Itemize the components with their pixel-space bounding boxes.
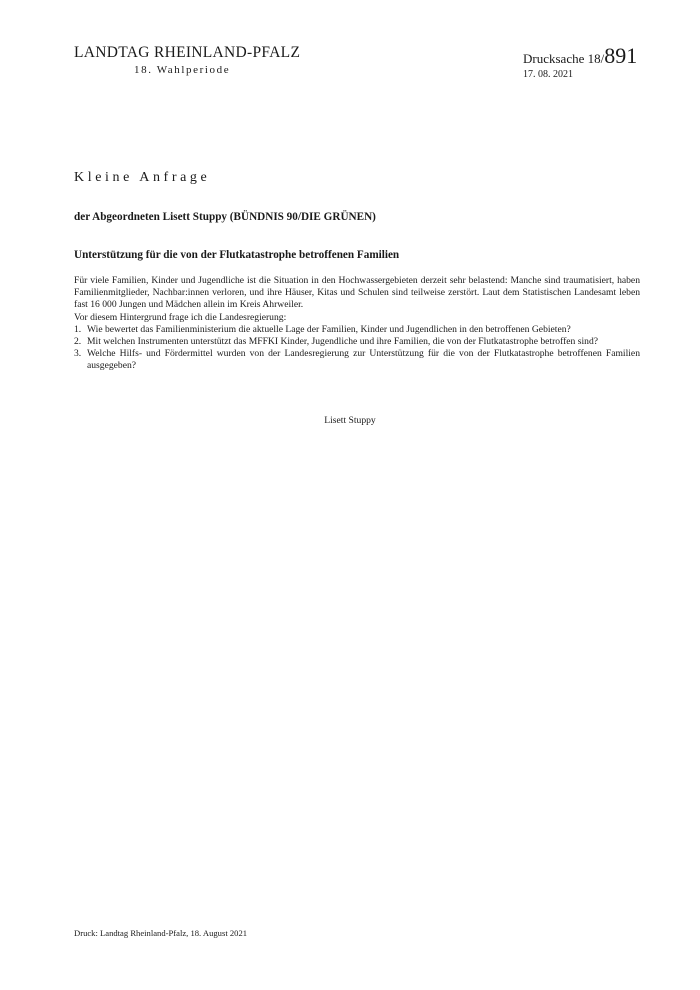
- body-paragraph: Für viele Familien, Kinder und Jugendliche ist die Situation in den Hochwassergebieten derzeit sehr belastend: Manche sind traumatisiert, haben Familienmitglieder, Nachbar:innen verloren, und ihre Häuser, Kitas und Schulen sind teilweise zerstört. Laut dem Statistischen Landesamt leben fast 16 000 Jungen und Mädchen allein im Kreis Ahrweiler.: [74, 275, 640, 311]
- question-item: [74, 324, 640, 336]
- question-text: Welche Hilfs- und Fördermittel wurden von der Landesregierung zur Unterstützung für die von der Flutkatastrophe betroffenen Familien ausgegeben?: [87, 348, 640, 372]
- questions-intro: Vor diesem Hintergrund frage ich die Landesregierung:: [74, 311, 287, 323]
- document-subject: Unterstützung für die von der Flutkatastrophe betroffenen Familien: [74, 249, 400, 261]
- author-line: der Abgeordneten Lisett Stuppy (BÜNDNIS 90/DIE GRÜNEN): [74, 211, 376, 223]
- header-left: [74, 44, 300, 77]
- document-type: Kleine Anfrage: [74, 170, 211, 185]
- document-number-line: [523, 44, 637, 68]
- document-date: 17. 08. 2021: [523, 69, 573, 80]
- document-body: [74, 275, 640, 373]
- signature: Lisett Stuppy: [324, 415, 376, 426]
- document-info: [523, 44, 637, 82]
- legislative-period: 18. Wahlperiode: [134, 64, 231, 76]
- document-label: Drucksache 18/: [523, 51, 605, 66]
- parliament-name: LANDTAG RHEINLAND-PFALZ: [74, 44, 301, 61]
- print-footer: Druck: Landtag Rheinland-Pfalz, 18. August 2021: [74, 928, 248, 938]
- document-number: 891: [604, 43, 638, 68]
- questions-list: [74, 324, 640, 373]
- question-text: Mit welchen Instrumenten unterstützt das MFFKI Kinder, Jugendliche und ihre Familien, die von der Flutkatastrophe betroffen sind?: [87, 336, 598, 348]
- question-item: [74, 348, 640, 372]
- question-text: Wie bewertet das Familienministerium die aktuelle Lage der Familien, Kinder und Jugendlichen in den betroffenen Gebieten?: [87, 323, 571, 335]
- question-number: 3.: [74, 348, 82, 360]
- question-number: 2.: [74, 336, 82, 348]
- question-number: 1.: [74, 323, 82, 335]
- question-item: [74, 336, 640, 348]
